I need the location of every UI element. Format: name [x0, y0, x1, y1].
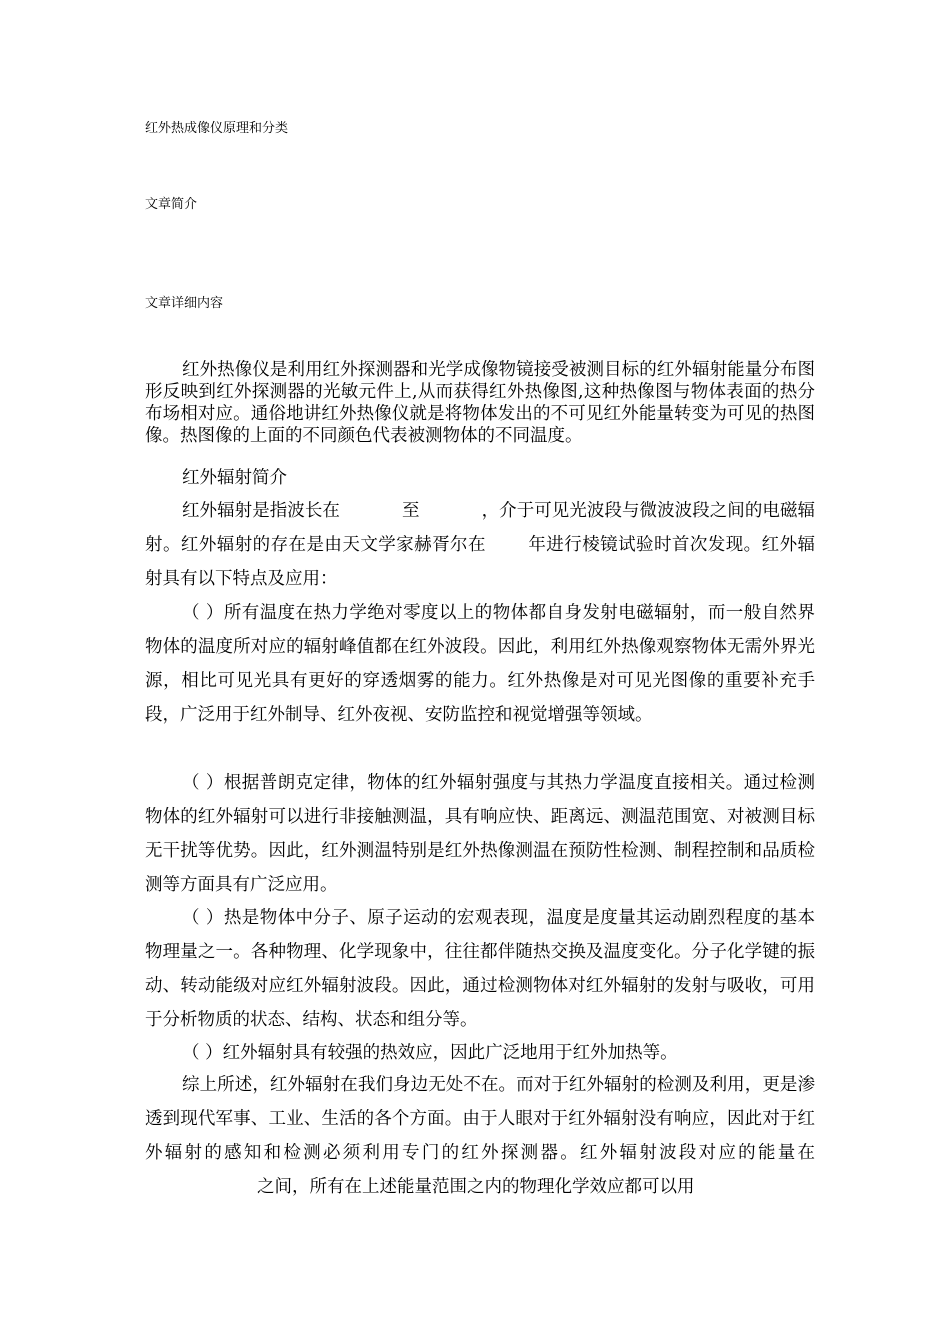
list-item-4-marker: （ ）: [182, 1043, 223, 1063]
list-item-1: [145, 596, 815, 732]
list-item-2-marker: （ ）: [182, 773, 224, 793]
paragraph-summary-part-2: 之间，所有在上述能量范围之内的物理化学效应都可以用: [257, 1177, 695, 1197]
list-item-1-marker: （ ）: [182, 603, 224, 623]
list-item-3-marker: （ ）: [182, 908, 224, 928]
paragraph-definition: [145, 494, 815, 596]
intro-heading: 文章简介: [145, 197, 198, 212]
paragraph-definition-part-2: 至: [401, 501, 420, 521]
detail-heading: 文章详细内容: [145, 296, 224, 311]
paragraph-definition-part-1: 红外辐射是指波长在: [182, 501, 340, 521]
paragraph-summary: [145, 1068, 815, 1204]
paragraph-definition-part-4: 年进行棱镜试验时首次发现。红外辐射具有以下特点及应用：: [145, 535, 816, 589]
section-heading-infrared-radiation: 红外辐射简介: [182, 468, 287, 488]
list-item-1-text: 所有温度在热力学绝对零度以上的物体都自身发射电磁辐射，而一般自然界物体的温度所对应的辐射峰值都在红外波段。因此，利用红外热像观察物体无需外界光源，相比可见光具有更好的穿透烟雾的能力。红外热像是对可见光图像的重要补充手段，广泛用于红外制导、红外夜视、安防监控和视觉增强等领域。: [145, 603, 815, 725]
list-item-4-text: 红外辐射具有较强的热效应，因此广泛地用于红外加热等。: [222, 1043, 678, 1063]
list-item-2-text: 根据普朗克定律，物体的红外辐射强度与其热力学温度直接相关。通过检测物体的红外辐射可以进行非接触测温，具有响应快、距离远、测温范围宽、对被测目标无干扰等优势。因此，红外测温特别是红外热像测温在预防性检测、制程控制和品质检测等方面具有广泛应用。: [145, 773, 815, 895]
paragraph-intro: 红外热像仪是利用红外探测器和光学成像物镜接受被测目标的红外辐射能量分布图形反映到红外探测器的光敏元件上,从而获得红外热像图,这种热像图与物体表面的热分布场相对应。通俗地讲红外热像仪就是将物体发出的不可见红外能量转变为可见的热图像。热图像的上面的不同颜色代表被测物体的不同温度。: [145, 360, 815, 446]
list-item-3-text: 热是物体中分子、原子运动的宏观表现，温度是度量其运动剧烈程度的基本物理量之一。各种物理、化学现象中，往往都伴随热交换及温度变化。分子化学键的振动、转动能级对应红外辐射波段。因此，通过检测物体对红外辐射的发射与吸收，可用于分析物质的状态、结构、状态和组分等。: [145, 908, 815, 1030]
list-item-2: [145, 766, 815, 902]
paragraph-summary-part-1: 综上所述，红外辐射在我们身边无处不在。而对于红外辐射的检测及利用，更是渗透到现代军事、工业、生活的各个方面。由于人眼对于红外辐射没有响应，因此对于红外辐射的感知和检测必须利用专门的红外探测器。红外辐射波段对应的能量在: [145, 1075, 815, 1163]
document-title: 红外热成像仪原理和分类: [145, 121, 289, 136]
list-item-3: [145, 901, 815, 1037]
list-item-4: [145, 1036, 815, 1070]
paragraph-definition-part-3: ，介于可见光波段与微波波段之间的电磁辐射。红外辐射的存在是由天文学家赫胥尔在: [145, 501, 816, 555]
